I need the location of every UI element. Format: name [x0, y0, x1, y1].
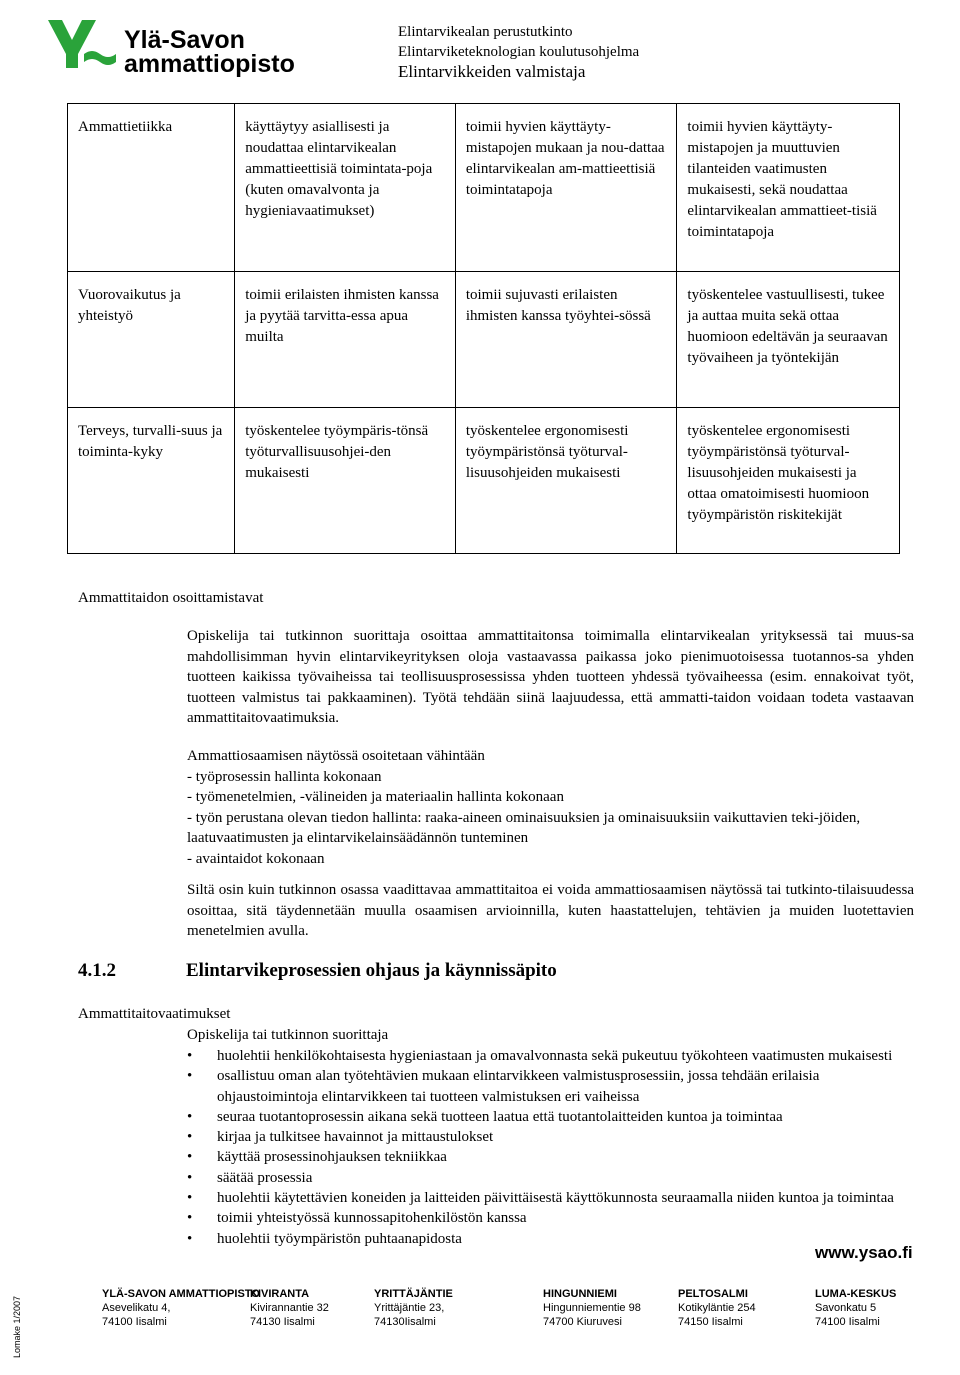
table-cell: Terveys, turvalli-suus ja toiminta-kyky [68, 408, 235, 554]
list-item: • huolehtii käytettävien koneiden ja laitteiden päivittäisestä käyttökunnosta seuraamalla niiden kuntoa ja toimintaa [187, 1188, 914, 1208]
list-item: • kirjaa ja tulkitsee havainnot ja mittaustulokset [187, 1127, 914, 1147]
list-item: - työprosessin hallinta kokonaan [187, 768, 382, 785]
bullet-icon: • [187, 1190, 193, 1207]
list-item: • säätää prosessia [187, 1168, 914, 1188]
criteria-table [67, 103, 900, 554]
footer-column: PELTOSALMI Kotikyläntie 254 74150 Iisalmi [678, 1288, 756, 1328]
table-cell: toimii hyvien käyttäyty-mistapojen ja muuttuvien tilanteiden vaatimusten mukaisesti, sekä noudattaa elintarvikealan ammattieet-tisiä toimintatapoja [677, 104, 900, 272]
paragraph-supplement: Siltä osin kuin tutkinnon osassa vaadittavaa ammattitaitoa ei voida ammattiosaamisen näytössä tai tutkinto-tilaisuudessa osoittaa, sitä täydennetään muulla osaamisen arvioinnilla, kuten haastattelujen, tehtävien ja muiden luotettavien menetelmien avulla. [187, 882, 914, 939]
header-title: Elintarvikkeiden valmistaja [398, 62, 586, 81]
list-item: • huolehtii työympäristön puhtaanapidosta [187, 1229, 914, 1249]
bullet-icon: • [187, 1210, 193, 1227]
bullet-icon: • [187, 1048, 193, 1064]
list-item: • huolehtii henkilökohtaisesta hygieniastaan ja omavalvonnasta sekä pukeutuu työkohteen vaatimusten mukaisesti [187, 1046, 914, 1066]
footer-column: LUMA-KESKUS Savonkatu 5 74100 Iisalmi [815, 1288, 897, 1328]
footer-column: YLÄ-SAVON AMMATTIOPISTO Asevelikatu 4, 74100 Iisalmi [102, 1288, 260, 1328]
form-version-label: Lomake 1/2007 [12, 1295, 23, 1359]
header-program: Elintarviketeknologian koulutusohjelma [398, 44, 640, 60]
table-cell: työskentelee ergonomisesti työympäristönsä työturval-lisuusohjeiden mukaisesti ja ottaa omatoimisesti huomioon työympäristön riskitekijät [677, 408, 900, 554]
table-cell: toimii erilaisten ihmisten kanssa ja pyytää tarvitta-essa apua muilta [235, 272, 456, 408]
logo [40, 10, 310, 78]
requirements-list [187, 1046, 914, 1249]
footer-column: YRITTÄJÄNTIE Yrittäjäntie 23, 74130Iisalmi [374, 1288, 453, 1328]
logo-line-1: Ylä-Savon [124, 26, 245, 54]
document-header [398, 22, 639, 82]
requirements-label: Ammattitaitovaatimukset [78, 1006, 231, 1022]
table-cell: toimii sujuvasti erilaisten ihmisten kanssa työyhtei-sössä [455, 272, 677, 408]
table-cell: toimii hyvien käyttäyty-mistapojen mukaan ja nou-dattaa elintarvikealan am-mattieettisiä toimintatapoja [455, 104, 677, 272]
table-cell: työskentelee ergonomisesti työympäristönsä työturval-lisuusohjeiden mukaisesti [455, 408, 677, 554]
bullet-icon: • [187, 1169, 193, 1186]
table-cell: käyttäytyy asiallisesti ja noudattaa elintarvikealan ammattieettisiä toimintata-poja (kuten omavalvonta ja hygieniavaatimukset) [235, 104, 456, 272]
section-heading [78, 960, 557, 982]
ysao-logo-icon [40, 10, 120, 74]
table-cell: työskentelee työympäris-tönsä työturvallisuusohjei-den mukaisesti [235, 408, 456, 554]
requirements-subject: Opiskelija tai tutkinnon suorittaja [187, 1027, 389, 1043]
section-label: Ammattitaidon osoittamistavat [78, 590, 264, 606]
table-cell: työskentelee vastuullisesti, tukee ja auttaa muita sekä ottaa huomioon edeltävän ja seuraavan työvaiheen ja työntekijän [677, 272, 900, 408]
table-cell: Ammattietiikka [68, 104, 235, 272]
bullet-icon: • [187, 1108, 193, 1125]
bullet-icon: • [187, 1129, 193, 1146]
logo-wordmark [124, 28, 295, 76]
demonstration-list [187, 746, 914, 869]
paragraph-demonstration: Opiskelija tai tutkinnon suorittaja osoittaa ammattitaitonsa toimimalla elintarvikealan yrityksessä tai muus-sa mahdollisimman hyvin elintarvikeyrityksen oloja vastaavassa paikassa joko pienimuotoisessa tuotannos-sa yhden tuotteen kaikissa työvaiheissa tai teollisuusprosessissa yhden tuotteen yhdessä työvaiheessa (esim. ennakoivat työt, tuotteen valmistus tai pakkaaminen). Työtä tehdään siinä laajuudessa, että ammatti-taidon voidaan todeta vastaavan ammattitaitovaatimuksia. [187, 628, 914, 726]
footer-column: KIVIRANTA Kivirannantie 32 74130 Iisalmi [250, 1288, 329, 1328]
list-item: - työn perustana olevan tiedon hallinta: raaka-aineen ominaisuuksien ja ominaisuuksiin vaikuttavien teki-jöiden, laatuvaatimusten ja elintarvikelainsäädännön tunteminen [187, 809, 861, 846]
logo-line-2: ammattiopisto [124, 50, 295, 78]
list-intro: Ammattiosaamisen näytössä osoitetaan vähintään [187, 748, 485, 764]
table-cell: Vuorovaikutus ja yhteistyö [68, 272, 235, 408]
header-degree: Elintarvikealan perustutkinto [398, 24, 573, 40]
heading-number: 4.1.2 [78, 960, 116, 981]
bullet-icon: • [187, 1230, 193, 1247]
table-row [68, 272, 900, 408]
list-item: • toimii yhteistyössä kunnossapitohenkilöstön kanssa [187, 1208, 914, 1228]
footer-column: HINGUNNIEMI Hingunniementie 98 74700 Kiuruvesi [543, 1288, 641, 1328]
table-row [68, 408, 900, 554]
list-item: • käyttää prosessinohjauksen tekniikkaa [187, 1147, 914, 1167]
table-row [68, 104, 900, 272]
heading-title: Elintarvikeprosessien ohjaus ja käynnissäpito [186, 960, 557, 981]
bullet-icon: • [187, 1149, 193, 1166]
list-item: • osallistuu oman alan työtehtävien mukaan elintarvikkeen valmistusprosessiin, jossa tehdään erilaisia ohjaustoimintoja elintarvikkeen tai tuotteen valmistuksen eri vaiheissa [187, 1068, 820, 1105]
list-item: - avaintaidot kokonaan [187, 850, 325, 867]
bullet-icon: • [187, 1068, 193, 1085]
list-item: - työmenetelmien, -välineiden ja materiaalin hallinta kokonaan [187, 789, 564, 805]
website-link[interactable]: www.ysao.fi [815, 1243, 913, 1262]
list-item: • seuraa tuotantoprosessin aikana sekä tuotteen laatua että tuotantolaitteiden kuntoa ja toimintaa [187, 1107, 914, 1127]
